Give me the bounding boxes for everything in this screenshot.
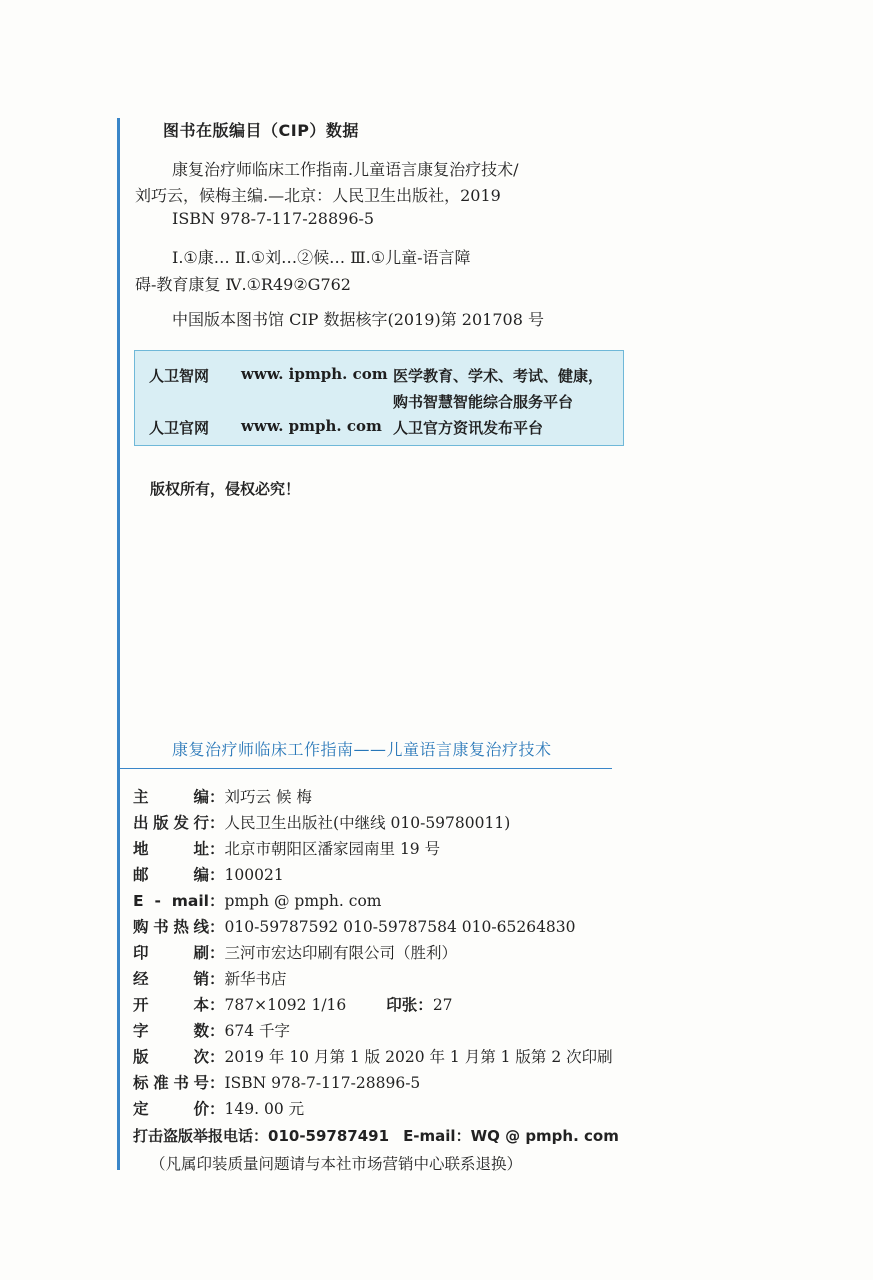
returns-note: （凡属印装质量问题请与本社市场营销中心联系退换） (150, 1155, 523, 1173)
hotline-label: 购书热线 (133, 918, 209, 936)
colophon-editors: 主 编：刘巧云 候 梅 (133, 785, 312, 809)
book-title: 康复治疗师临床工作指南——儿童语言康复治疗技术 (172, 740, 552, 759)
colophon-hotline: 购书热线：010-59787592 010-59787584 010-65264830 (133, 915, 576, 939)
colophon-price: 定 价：149. 00 元 (133, 1097, 304, 1121)
colophon-address: 地 址：北京市朝阳区潘家园南里 19 号 (133, 837, 440, 861)
colophon-words: 字 数：674 千字 (133, 1019, 290, 1043)
edition-label: 版 次 (133, 1048, 209, 1066)
format-value: 787×1092 1/16 (224, 996, 347, 1014)
site-desc-ipmph-1: 医学教育、学术、考试、健康， (393, 367, 604, 385)
postcode-value: 100021 (224, 866, 284, 884)
piracy-label: 打击盗版举报电话： (133, 1127, 269, 1145)
price-value: 149. 00 元 (224, 1100, 305, 1118)
site-name-ipmph: 人卫智网 (149, 367, 210, 385)
title-underline (120, 768, 612, 769)
publisher-label: 出版发行 (133, 814, 209, 832)
sheets-label: 印张 (386, 996, 418, 1014)
address-value: 北京市朝阳区潘家园南里 19 号 (224, 840, 441, 858)
postcode-label: 邮 编 (133, 866, 209, 884)
colophon-piracy (133, 1125, 619, 1149)
words-label: 字 数 (133, 1022, 209, 1040)
isbn-label: 标准书号 (133, 1074, 209, 1092)
colophon-isbn: 标准书号：ISBN 978-7-117-28896-5 (133, 1071, 420, 1095)
colophon-postcode: 邮 编：100021 (133, 863, 284, 887)
format-label: 开 本 (133, 996, 209, 1014)
website-info-box (134, 350, 624, 446)
cip-title: 图书在版编目（CIP）数据 (163, 121, 359, 140)
cip-line-6: 中国版本图书馆 CIP 数据核字(2019)第 201708 号 (172, 310, 544, 329)
piracy-email-label: E-mail： (403, 1127, 471, 1145)
email-label: E - mail (133, 892, 209, 910)
cip-line-4: Ⅰ.①康… Ⅱ.①刘…②候… Ⅲ.①儿童-语言障 (172, 248, 471, 267)
distributor-label: 经 销 (133, 970, 209, 988)
colophon-publisher: 出版发行：人民卫生出版社(中继线 010-59780011) (133, 811, 510, 835)
site-url-ipmph: www. ipmph. com (241, 365, 388, 383)
margin-rule (117, 118, 120, 1170)
cip-line-2: 刘巧云，候梅主编.—北京：人民卫生出版社，2019 (135, 186, 501, 205)
printer-label: 印 刷 (133, 944, 209, 962)
printer-value: 三河市宏达印刷有限公司（胜利） (224, 944, 458, 962)
words-value: 674 千字 (224, 1022, 291, 1040)
address-label: 地 址 (133, 840, 209, 858)
hotline-value: 010-59787592 010-59787584 010-65264830 (224, 918, 576, 936)
colophon-email: E - mail：pmph @ pmph. com (133, 892, 382, 910)
colophon-printer: 印 刷：三河市宏达印刷有限公司（胜利） (133, 941, 457, 965)
colophon-edition: 版 次：2019 年 10 月第 1 版 2020 年 1 月第 1 版第 2 次印刷 (133, 1045, 613, 1069)
isbn-value: ISBN 978-7-117-28896-5 (224, 1074, 421, 1092)
sheets-value: 27 (432, 996, 453, 1014)
publisher-value: 人民卫生出版社(中继线 010-59780011) (224, 814, 511, 832)
site-desc-ipmph-2: 购书智慧智能综合服务平台 (393, 393, 574, 411)
editors-value: 刘巧云 候 梅 (224, 788, 312, 806)
edition-value: 2019 年 10 月第 1 版 2020 年 1 月第 1 版第 2 次印刷 (224, 1048, 613, 1066)
copyright-notice: 版权所有，侵权必究！ (150, 480, 301, 498)
distributor-value: 新华书店 (224, 970, 287, 988)
cip-line-3: ISBN 978-7-117-28896-5 (172, 209, 375, 228)
cip-line-1: 康复治疗师临床工作指南.儿童语言康复治疗技术/ (172, 160, 519, 179)
piracy-email: WQ @ pmph. com (470, 1127, 619, 1145)
colophon-format: 开 本：787×1092 1/16 印张：27 (133, 993, 453, 1017)
editors-label: 主 编 (133, 788, 209, 806)
site-url-pmph: www. pmph. com (241, 417, 382, 435)
price-label: 定 价 (133, 1100, 209, 1118)
cip-line-5: 碍-教育康复 Ⅳ.①R49②G762 (135, 275, 351, 294)
email-value: pmph @ pmph. com (224, 892, 382, 910)
site-name-pmph: 人卫官网 (149, 419, 210, 437)
piracy-phone: 010-59787491 (268, 1127, 390, 1145)
site-desc-pmph: 人卫官方资讯发布平台 (393, 419, 544, 437)
colophon-distributor: 经 销：新华书店 (133, 967, 287, 991)
